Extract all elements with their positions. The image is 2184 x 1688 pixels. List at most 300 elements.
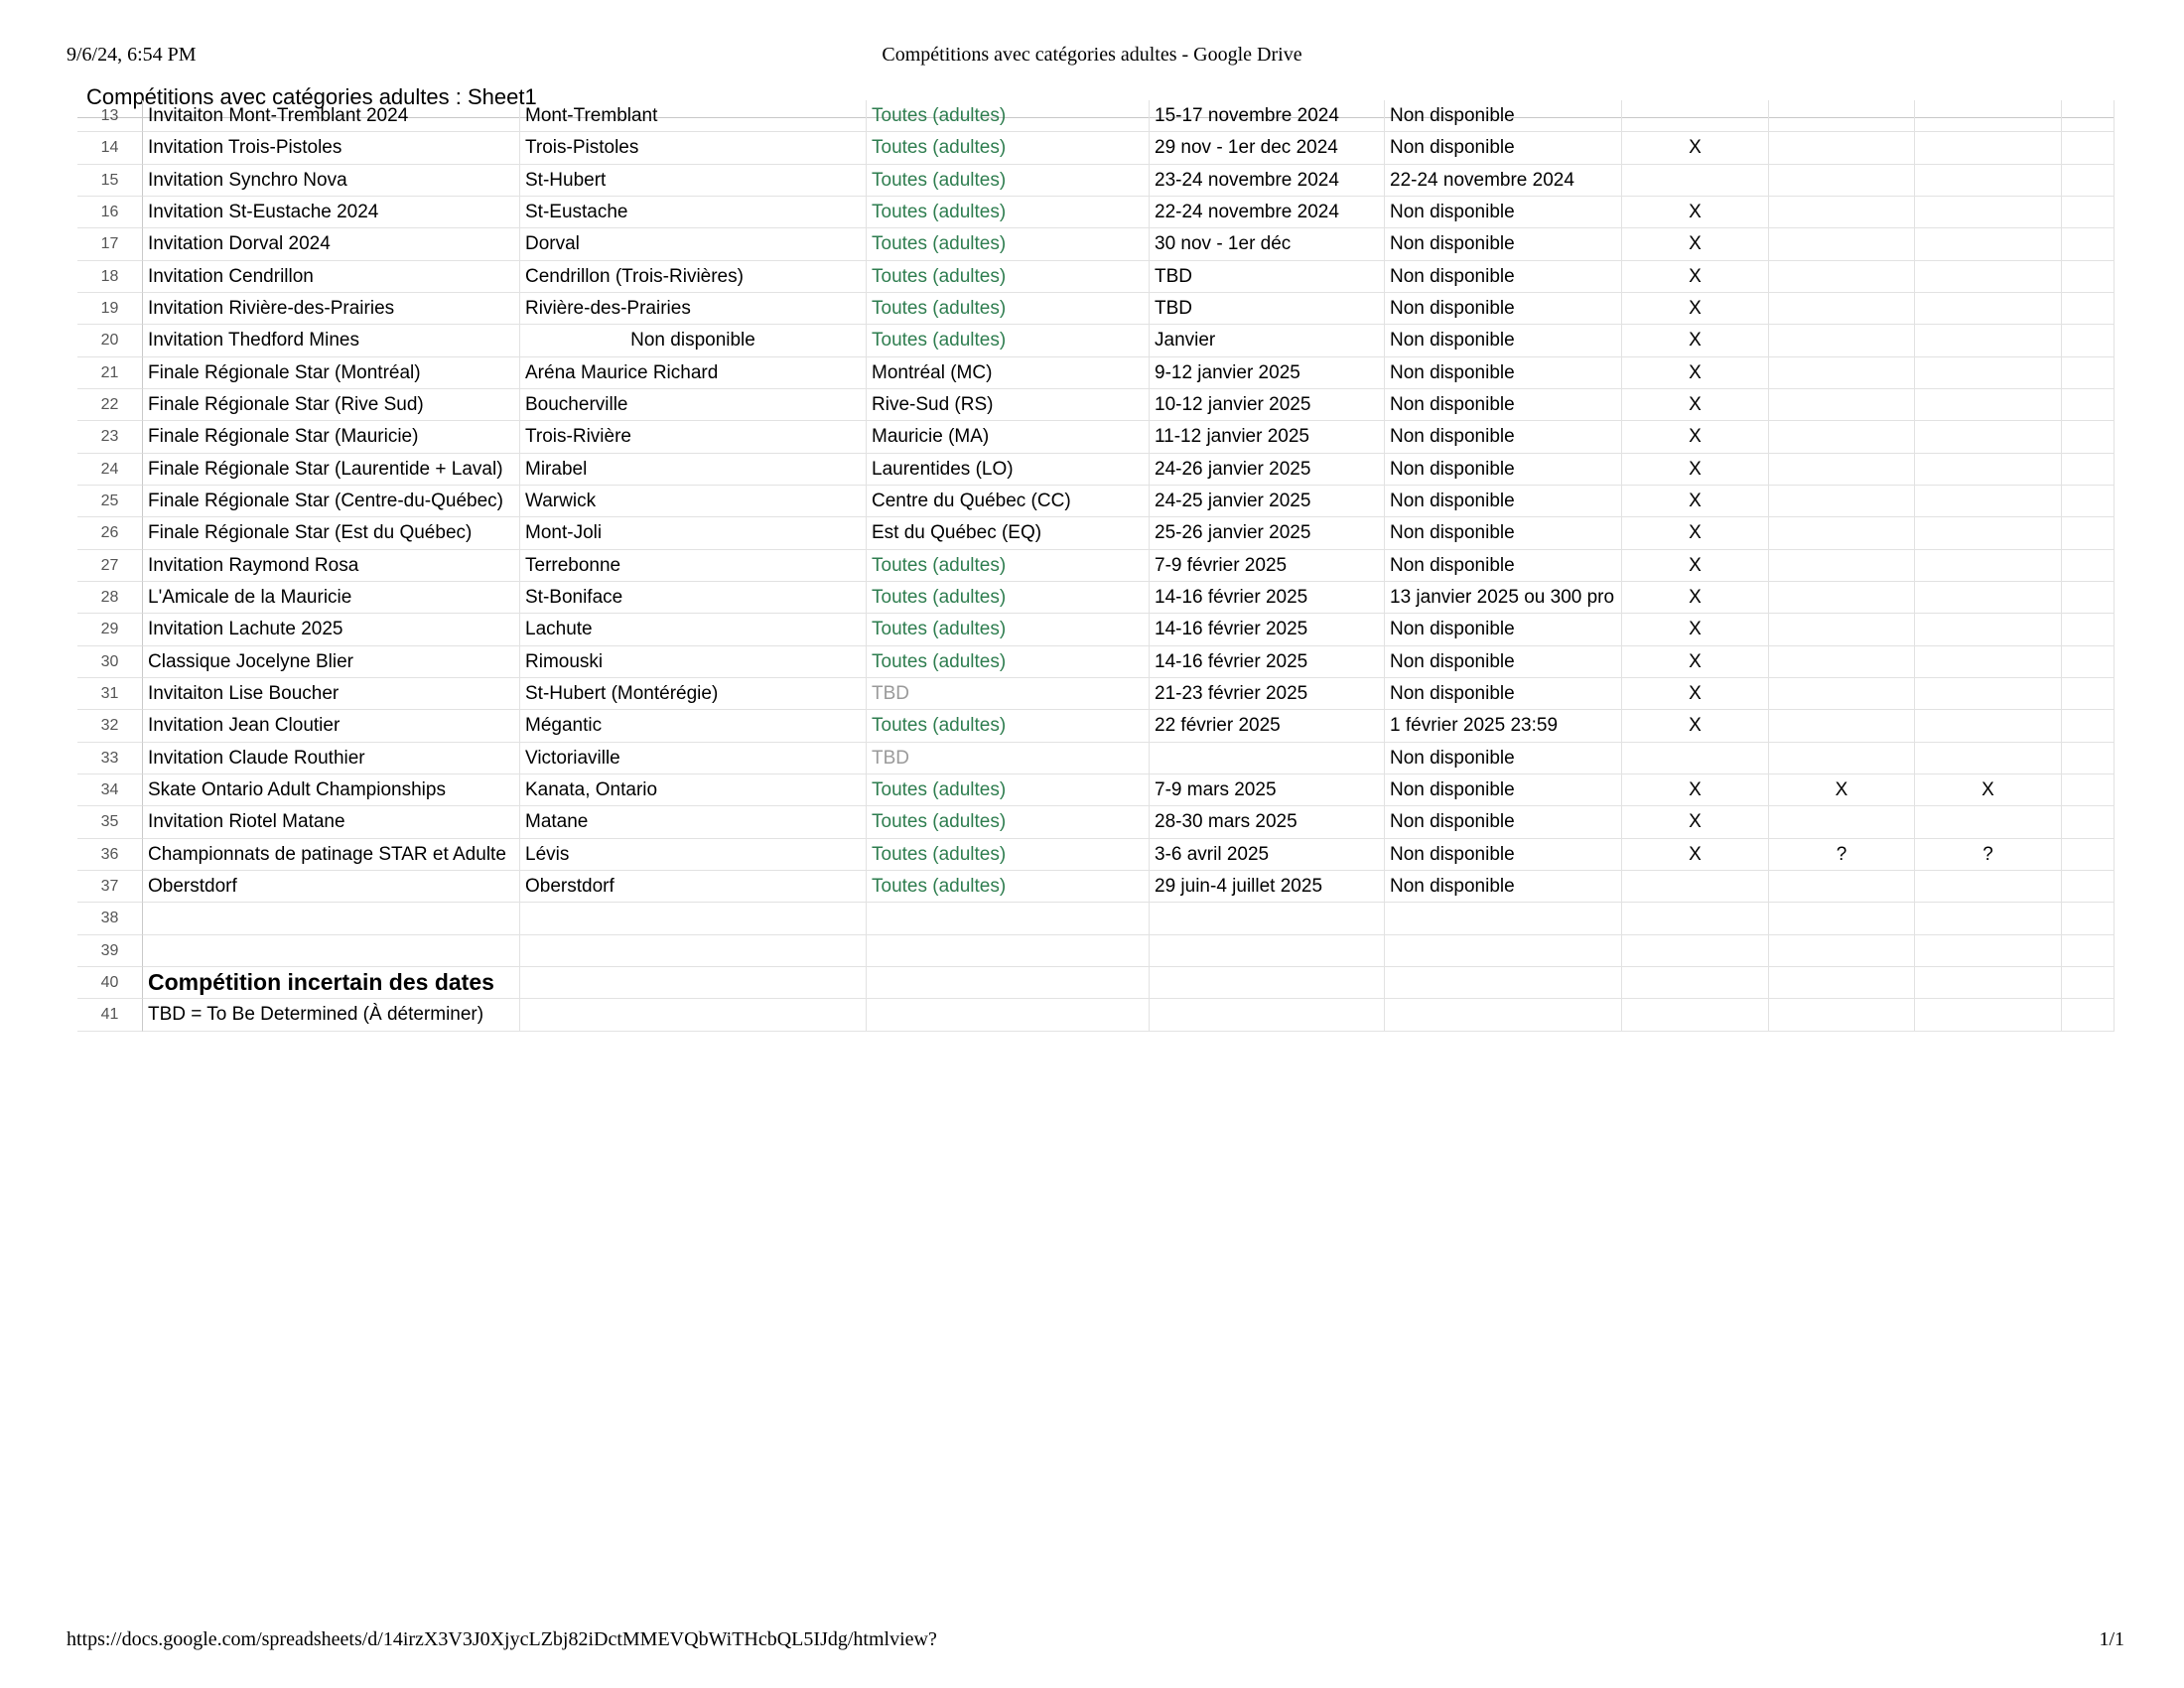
cell-empty[interactable] <box>2062 293 2115 325</box>
cell-mark-1[interactable]: X <box>1622 486 1769 517</box>
cell-category[interactable]: Centre du Québec (CC) <box>867 486 1150 517</box>
cell-mark-2[interactable] <box>1769 197 1915 228</box>
cell-dates[interactable]: 7-9 février 2025 <box>1150 550 1385 582</box>
cell-mark-2[interactable] <box>1769 550 1915 582</box>
cell-category[interactable]: Est du Québec (EQ) <box>867 517 1150 550</box>
cell-location[interactable]: Boucherville <box>520 389 867 421</box>
cell-mark-1[interactable] <box>1622 100 1769 132</box>
cell-mark-2[interactable]: ? <box>1769 839 1915 871</box>
cell-dates[interactable]: 7-9 mars 2025 <box>1150 774 1385 806</box>
cell-competition[interactable]: Invitaiton Mont-Tremblant 2024 <box>143 100 520 132</box>
cell-location[interactable] <box>520 967 867 999</box>
cell-mark-2[interactable] <box>1769 935 1915 967</box>
cell-mark-1[interactable] <box>1622 743 1769 774</box>
cell-mark-2[interactable] <box>1769 100 1915 132</box>
cell-mark-3[interactable]: ? <box>1915 839 2062 871</box>
cell-mark-1[interactable] <box>1622 999 1769 1032</box>
cell-empty[interactable] <box>2062 421 2115 454</box>
cell-location[interactable] <box>520 903 867 935</box>
cell-competition[interactable]: Invitation Rivière-des-Prairies <box>143 293 520 325</box>
cell-location[interactable]: Terrebonne <box>520 550 867 582</box>
row-number[interactable]: 18 <box>77 261 143 293</box>
row-number[interactable]: 19 <box>77 293 143 325</box>
cell-registration-deadline[interactable]: Non disponible <box>1385 228 1622 261</box>
cell-registration-deadline[interactable]: Non disponible <box>1385 550 1622 582</box>
cell-competition[interactable]: Invitation Dorval 2024 <box>143 228 520 261</box>
cell-dates[interactable]: 10-12 janvier 2025 <box>1150 389 1385 421</box>
cell-mark-1[interactable]: X <box>1622 678 1769 710</box>
cell-location[interactable]: St-Hubert <box>520 165 867 197</box>
row-number[interactable]: 24 <box>77 454 143 486</box>
cell-category[interactable]: TBD <box>867 678 1150 710</box>
cell-mark-3[interactable] <box>1915 743 2062 774</box>
cell-mark-1[interactable]: X <box>1622 517 1769 550</box>
cell-competition[interactable]: Finale Régionale Star (Montréal) <box>143 357 520 389</box>
cell-mark-3[interactable] <box>1915 261 2062 293</box>
cell-mark-3[interactable] <box>1915 806 2062 839</box>
cell-competition[interactable]: Invitation St-Eustache 2024 <box>143 197 520 228</box>
cell-competition[interactable]: Invitation Trois-Pistoles <box>143 132 520 165</box>
cell-empty[interactable] <box>2062 454 2115 486</box>
row-number[interactable]: 23 <box>77 421 143 454</box>
row-number[interactable]: 27 <box>77 550 143 582</box>
cell-dates[interactable]: 25-26 janvier 2025 <box>1150 517 1385 550</box>
cell-mark-1[interactable]: X <box>1622 774 1769 806</box>
cell-mark-1[interactable]: X <box>1622 839 1769 871</box>
cell-mark-2[interactable] <box>1769 646 1915 678</box>
cell-dates[interactable]: 24-25 janvier 2025 <box>1150 486 1385 517</box>
cell-mark-3[interactable] <box>1915 999 2062 1032</box>
cell-mark-2[interactable] <box>1769 710 1915 743</box>
cell-category[interactable] <box>867 935 1150 967</box>
table-row <box>77 454 2115 486</box>
row-number[interactable]: 21 <box>77 357 143 389</box>
cell-location[interactable]: Non disponible <box>520 325 867 357</box>
cell-category[interactable]: Laurentides (LO) <box>867 454 1150 486</box>
cell-mark-1[interactable] <box>1622 935 1769 967</box>
cell-location[interactable]: Aréna Maurice Richard <box>520 357 867 389</box>
cell-category[interactable]: Toutes (adultes) <box>867 710 1150 743</box>
cell-competition[interactable]: Finale Régionale Star (Est du Québec) <box>143 517 520 550</box>
cell-mark-3[interactable] <box>1915 550 2062 582</box>
cell-location[interactable]: St-Hubert (Montérégie) <box>520 678 867 710</box>
cell-dates[interactable] <box>1150 903 1385 935</box>
cell-empty[interactable] <box>2062 165 2115 197</box>
cell-empty[interactable] <box>2062 710 2115 743</box>
cell-mark-1[interactable] <box>1622 871 1769 903</box>
cell-mark-2[interactable] <box>1769 454 1915 486</box>
cell-empty[interactable] <box>2062 871 2115 903</box>
cell-empty[interactable] <box>2062 261 2115 293</box>
cell-category[interactable]: Toutes (adultes) <box>867 228 1150 261</box>
cell-location[interactable]: Mégantic <box>520 710 867 743</box>
cell-mark-2[interactable] <box>1769 806 1915 839</box>
cell-registration-deadline[interactable] <box>1385 999 1622 1032</box>
cell-location[interactable]: Victoriaville <box>520 743 867 774</box>
cell-mark-3[interactable]: X <box>1915 774 2062 806</box>
row-number[interactable]: 22 <box>77 389 143 421</box>
cell-mark-3[interactable] <box>1915 100 2062 132</box>
cell-registration-deadline[interactable]: Non disponible <box>1385 614 1622 646</box>
cell-mark-1[interactable]: X <box>1622 293 1769 325</box>
cell-registration-deadline[interactable]: Non disponible <box>1385 197 1622 228</box>
cell-category[interactable]: Toutes (adultes) <box>867 165 1150 197</box>
cell-dates[interactable]: 11-12 janvier 2025 <box>1150 421 1385 454</box>
cell-mark-1[interactable]: X <box>1622 614 1769 646</box>
row-number[interactable]: 38 <box>77 903 143 935</box>
cell-empty[interactable] <box>2062 582 2115 614</box>
row-number[interactable]: 33 <box>77 743 143 774</box>
cell-mark-1[interactable]: X <box>1622 389 1769 421</box>
cell-mark-2[interactable]: X <box>1769 774 1915 806</box>
cell-mark-2[interactable] <box>1769 389 1915 421</box>
cell-dates[interactable]: 3-6 avril 2025 <box>1150 839 1385 871</box>
cell-mark-3[interactable] <box>1915 871 2062 903</box>
cell-competition[interactable]: Invitation Lachute 2025 <box>143 614 520 646</box>
cell-location[interactable]: Kanata, Ontario <box>520 774 867 806</box>
cell-mark-2[interactable] <box>1769 903 1915 935</box>
cell-mark-2[interactable] <box>1769 357 1915 389</box>
cell-mark-2[interactable] <box>1769 967 1915 999</box>
cell-location[interactable]: Lévis <box>520 839 867 871</box>
cell-mark-1[interactable]: X <box>1622 228 1769 261</box>
cell-dates[interactable]: 14-16 février 2025 <box>1150 582 1385 614</box>
cell-competition[interactable] <box>143 903 520 935</box>
cell-category[interactable]: Toutes (adultes) <box>867 197 1150 228</box>
cell-competition[interactable]: Invitation Claude Routhier <box>143 743 520 774</box>
cell-mark-3[interactable] <box>1915 935 2062 967</box>
cell-mark-1[interactable]: X <box>1622 357 1769 389</box>
cell-mark-3[interactable] <box>1915 517 2062 550</box>
cell-competition[interactable]: Championnats de patinage STAR et Adulte <box>143 839 520 871</box>
cell-empty[interactable] <box>2062 389 2115 421</box>
cell-empty[interactable] <box>2062 839 2115 871</box>
cell-location[interactable]: Mont-Tremblant <box>520 100 867 132</box>
cell-category[interactable]: Toutes (adultes) <box>867 325 1150 357</box>
cell-empty[interactable] <box>2062 678 2115 710</box>
cell-competition[interactable]: Finale Régionale Star (Mauricie) <box>143 421 520 454</box>
cell-dates[interactable] <box>1150 999 1385 1032</box>
cell-competition[interactable]: Oberstdorf <box>143 871 520 903</box>
row-number[interactable]: 17 <box>77 228 143 261</box>
cell-empty[interactable] <box>2062 550 2115 582</box>
cell-mark-3[interactable] <box>1915 614 2062 646</box>
row-number[interactable]: 35 <box>77 806 143 839</box>
cell-empty[interactable] <box>2062 646 2115 678</box>
cell-empty[interactable] <box>2062 100 2115 132</box>
cell-mark-1[interactable]: X <box>1622 197 1769 228</box>
cell-mark-2[interactable] <box>1769 517 1915 550</box>
cell-dates[interactable]: 23-24 novembre 2024 <box>1150 165 1385 197</box>
cell-mark-2[interactable] <box>1769 743 1915 774</box>
cell-competition[interactable]: Finale Régionale Star (Rive Sud) <box>143 389 520 421</box>
cell-competition[interactable]: Invitation Riotel Matane <box>143 806 520 839</box>
cell-location[interactable]: Oberstdorf <box>520 871 867 903</box>
cell-mark-2[interactable] <box>1769 261 1915 293</box>
cell-location[interactable]: Cendrillon (Trois-Rivières) <box>520 261 867 293</box>
cell-dates[interactable]: 29 nov - 1er dec 2024 <box>1150 132 1385 165</box>
cell-competition[interactable]: Skate Ontario Adult Championships <box>143 774 520 806</box>
cell-location[interactable]: Trois-Pistoles <box>520 132 867 165</box>
cell-dates[interactable]: TBD <box>1150 293 1385 325</box>
cell-mark-3[interactable] <box>1915 389 2062 421</box>
cell-mark-3[interactable] <box>1915 132 2062 165</box>
cell-registration-deadline[interactable]: Non disponible <box>1385 871 1622 903</box>
cell-mark-1[interactable]: X <box>1622 550 1769 582</box>
cell-mark-1[interactable]: X <box>1622 325 1769 357</box>
cell-registration-deadline[interactable]: Non disponible <box>1385 517 1622 550</box>
cell-empty[interactable] <box>2062 774 2115 806</box>
row-number[interactable]: 16 <box>77 197 143 228</box>
cell-dates[interactable]: 14-16 février 2025 <box>1150 646 1385 678</box>
cell-mark-2[interactable] <box>1769 132 1915 165</box>
row-number[interactable]: 20 <box>77 325 143 357</box>
cell-mark-1[interactable]: X <box>1622 582 1769 614</box>
cell-empty[interactable] <box>2062 967 2115 999</box>
row-number[interactable]: 40 <box>77 967 143 999</box>
row-number[interactable]: 28 <box>77 582 143 614</box>
cell-location[interactable]: Rimouski <box>520 646 867 678</box>
cell-dates[interactable]: 29 juin-4 juillet 2025 <box>1150 871 1385 903</box>
cell-mark-2[interactable] <box>1769 228 1915 261</box>
cell-mark-3[interactable] <box>1915 646 2062 678</box>
cell-mark-1[interactable] <box>1622 903 1769 935</box>
cell-category[interactable]: Toutes (adultes) <box>867 261 1150 293</box>
cell-mark-3[interactable] <box>1915 967 2062 999</box>
cell-mark-3[interactable] <box>1915 228 2062 261</box>
cell-registration-deadline[interactable]: Non disponible <box>1385 325 1622 357</box>
cell-registration-deadline[interactable] <box>1385 903 1622 935</box>
cell-competition[interactable]: TBD = To Be Determined (À déterminer) <box>143 999 520 1032</box>
spreadsheet-rows <box>77 100 2115 1032</box>
cell-location[interactable] <box>520 935 867 967</box>
table-row <box>77 165 2115 197</box>
row-number[interactable]: 29 <box>77 614 143 646</box>
cell-mark-1[interactable] <box>1622 165 1769 197</box>
cell-empty[interactable] <box>2062 903 2115 935</box>
cell-location[interactable]: Mirabel <box>520 454 867 486</box>
cell-dates[interactable]: TBD <box>1150 261 1385 293</box>
cell-mark-3[interactable] <box>1915 678 2062 710</box>
cell-mark-3[interactable] <box>1915 165 2062 197</box>
row-number[interactable]: 41 <box>77 999 143 1032</box>
cell-category[interactable]: Rive-Sud (RS) <box>867 389 1150 421</box>
cell-mark-2[interactable] <box>1769 871 1915 903</box>
table-row <box>77 743 2115 774</box>
cell-location[interactable] <box>520 999 867 1032</box>
cell-mark-3[interactable] <box>1915 582 2062 614</box>
cell-category[interactable]: Toutes (adultes) <box>867 100 1150 132</box>
cell-mark-2[interactable] <box>1769 486 1915 517</box>
cell-location[interactable]: St-Boniface <box>520 582 867 614</box>
cell-registration-deadline[interactable]: Non disponible <box>1385 454 1622 486</box>
cell-empty[interactable] <box>2062 999 2115 1032</box>
cell-registration-deadline[interactable]: 1 février 2025 23:59 <box>1385 710 1622 743</box>
cell-registration-deadline[interactable]: Non disponible <box>1385 806 1622 839</box>
cell-empty[interactable] <box>2062 614 2115 646</box>
cell-mark-3[interactable] <box>1915 197 2062 228</box>
cell-competition[interactable]: Invitation Jean Cloutier <box>143 710 520 743</box>
cell-location[interactable]: Warwick <box>520 486 867 517</box>
cell-empty[interactable] <box>2062 132 2115 165</box>
cell-location[interactable]: Rivière-des-Prairies <box>520 293 867 325</box>
cell-empty[interactable] <box>2062 517 2115 550</box>
row-number[interactable]: 26 <box>77 517 143 550</box>
table-row <box>77 550 2115 582</box>
cell-dates[interactable]: Janvier <box>1150 325 1385 357</box>
cell-registration-deadline[interactable]: 13 janvier 2025 ou 300 pro <box>1385 582 1622 614</box>
cell-mark-3[interactable] <box>1915 293 2062 325</box>
cell-dates[interactable]: 22-24 novembre 2024 <box>1150 197 1385 228</box>
cell-registration-deadline[interactable]: Non disponible <box>1385 774 1622 806</box>
cell-category[interactable] <box>867 903 1150 935</box>
cell-mark-3[interactable] <box>1915 357 2062 389</box>
cell-dates[interactable] <box>1150 743 1385 774</box>
cell-competition[interactable]: Invitaiton Lise Boucher <box>143 678 520 710</box>
cell-dates[interactable] <box>1150 967 1385 999</box>
row-number[interactable]: 25 <box>77 486 143 517</box>
cell-mark-3[interactable] <box>1915 454 2062 486</box>
cell-mark-2[interactable] <box>1769 582 1915 614</box>
cell-category[interactable]: Toutes (adultes) <box>867 582 1150 614</box>
cell-category[interactable]: Toutes (adultes) <box>867 871 1150 903</box>
cell-category[interactable]: Mauricie (MA) <box>867 421 1150 454</box>
cell-mark-2[interactable] <box>1769 614 1915 646</box>
cell-dates[interactable] <box>1150 935 1385 967</box>
cell-registration-deadline[interactable]: Non disponible <box>1385 293 1622 325</box>
row-number[interactable]: 13 <box>77 100 143 132</box>
row-number[interactable]: 15 <box>77 165 143 197</box>
cell-category[interactable]: Toutes (adultes) <box>867 132 1150 165</box>
cell-mark-2[interactable] <box>1769 421 1915 454</box>
cell-empty[interactable] <box>2062 486 2115 517</box>
cell-location[interactable]: Mont-Joli <box>520 517 867 550</box>
cell-competition[interactable] <box>143 935 520 967</box>
cell-empty[interactable] <box>2062 357 2115 389</box>
cell-empty[interactable] <box>2062 935 2115 967</box>
row-number[interactable]: 30 <box>77 646 143 678</box>
table-row <box>77 646 2115 678</box>
cell-dates[interactable]: 15-17 novembre 2024 <box>1150 100 1385 132</box>
cell-location[interactable]: Matane <box>520 806 867 839</box>
row-number[interactable]: 39 <box>77 935 143 967</box>
cell-location[interactable]: Dorval <box>520 228 867 261</box>
cell-category[interactable]: Toutes (adultes) <box>867 806 1150 839</box>
cell-registration-deadline[interactable]: Non disponible <box>1385 839 1622 871</box>
cell-category[interactable] <box>867 999 1150 1032</box>
cell-mark-3[interactable] <box>1915 325 2062 357</box>
cell-category[interactable]: Montréal (MC) <box>867 357 1150 389</box>
cell-competition[interactable]: Finale Régionale Star (Laurentide + Laval) <box>143 454 520 486</box>
cell-competition[interactable]: Invitation Raymond Rosa <box>143 550 520 582</box>
cell-competition[interactable]: L'Amicale de la Mauricie <box>143 582 520 614</box>
cell-location[interactable]: Lachute <box>520 614 867 646</box>
table-row <box>77 228 2115 261</box>
cell-mark-2[interactable] <box>1769 293 1915 325</box>
cell-dates[interactable]: 24-26 janvier 2025 <box>1150 454 1385 486</box>
table-row <box>77 261 2115 293</box>
cell-category[interactable]: Toutes (adultes) <box>867 614 1150 646</box>
cell-registration-deadline[interactable]: Non disponible <box>1385 100 1622 132</box>
cell-mark-1[interactable]: X <box>1622 421 1769 454</box>
print-datetime: 9/6/24, 6:54 PM <box>67 44 197 66</box>
cell-dates[interactable]: 9-12 janvier 2025 <box>1150 357 1385 389</box>
table-row <box>77 293 2115 325</box>
cell-mark-2[interactable] <box>1769 999 1915 1032</box>
cell-empty[interactable] <box>2062 197 2115 228</box>
cell-competition[interactable]: Invitation Cendrillon <box>143 261 520 293</box>
row-number[interactable]: 34 <box>77 774 143 806</box>
cell-location[interactable]: Trois-Rivière <box>520 421 867 454</box>
cell-registration-deadline[interactable]: Non disponible <box>1385 678 1622 710</box>
cell-category[interactable]: Toutes (adultes) <box>867 774 1150 806</box>
cell-dates[interactable]: 14-16 février 2025 <box>1150 614 1385 646</box>
cell-mark-1[interactable]: X <box>1622 646 1769 678</box>
cell-registration-deadline[interactable]: Non disponible <box>1385 646 1622 678</box>
cell-dates[interactable]: 22 février 2025 <box>1150 710 1385 743</box>
cell-mark-1[interactable] <box>1622 967 1769 999</box>
cell-registration-deadline[interactable]: Non disponible <box>1385 421 1622 454</box>
cell-mark-3[interactable] <box>1915 710 2062 743</box>
cell-category[interactable]: Toutes (adultes) <box>867 550 1150 582</box>
cell-location[interactable]: St-Eustache <box>520 197 867 228</box>
cell-competition[interactable]: Invitation Synchro Nova <box>143 165 520 197</box>
cell-competition[interactable]: Finale Régionale Star (Centre-du-Québec) <box>143 486 520 517</box>
row-number[interactable]: 37 <box>77 871 143 903</box>
cell-registration-deadline[interactable] <box>1385 935 1622 967</box>
cell-mark-1[interactable]: X <box>1622 806 1769 839</box>
cell-dates[interactable]: 28-30 mars 2025 <box>1150 806 1385 839</box>
cell-category[interactable]: TBD <box>867 743 1150 774</box>
cell-registration-deadline[interactable]: Non disponible <box>1385 486 1622 517</box>
row-number[interactable]: 36 <box>77 839 143 871</box>
cell-registration-deadline[interactable]: 22-24 novembre 2024 <box>1385 165 1622 197</box>
cell-mark-2[interactable] <box>1769 165 1915 197</box>
cell-empty[interactable] <box>2062 806 2115 839</box>
cell-mark-2[interactable] <box>1769 325 1915 357</box>
cell-mark-1[interactable]: X <box>1622 132 1769 165</box>
cell-competition[interactable]: Compétition incertain des dates <box>143 967 520 999</box>
cell-registration-deadline[interactable]: Non disponible <box>1385 743 1622 774</box>
cell-registration-deadline[interactable] <box>1385 967 1622 999</box>
cell-mark-2[interactable] <box>1769 678 1915 710</box>
row-number[interactable]: 31 <box>77 678 143 710</box>
row-number[interactable]: 32 <box>77 710 143 743</box>
row-number[interactable]: 14 <box>77 132 143 165</box>
cell-category[interactable]: Toutes (adultes) <box>867 293 1150 325</box>
cell-competition[interactable]: Invitation Thedford Mines <box>143 325 520 357</box>
cell-registration-deadline[interactable]: Non disponible <box>1385 389 1622 421</box>
cell-dates[interactable]: 21-23 février 2025 <box>1150 678 1385 710</box>
cell-mark-1[interactable]: X <box>1622 261 1769 293</box>
cell-empty[interactable] <box>2062 325 2115 357</box>
cell-mark-3[interactable] <box>1915 903 2062 935</box>
cell-mark-3[interactable] <box>1915 421 2062 454</box>
cell-registration-deadline[interactable]: Non disponible <box>1385 357 1622 389</box>
cell-competition[interactable]: Classique Jocelyne Blier <box>143 646 520 678</box>
cell-category[interactable]: Toutes (adultes) <box>867 839 1150 871</box>
cell-mark-1[interactable]: X <box>1622 454 1769 486</box>
cell-mark-1[interactable]: X <box>1622 710 1769 743</box>
cell-dates[interactable]: 30 nov - 1er déc <box>1150 228 1385 261</box>
cell-registration-deadline[interactable]: Non disponible <box>1385 261 1622 293</box>
cell-category[interactable] <box>867 967 1150 999</box>
cell-registration-deadline[interactable]: Non disponible <box>1385 132 1622 165</box>
cell-mark-3[interactable] <box>1915 486 2062 517</box>
cell-empty[interactable] <box>2062 743 2115 774</box>
cell-empty[interactable] <box>2062 228 2115 261</box>
cell-category[interactable]: Toutes (adultes) <box>867 646 1150 678</box>
